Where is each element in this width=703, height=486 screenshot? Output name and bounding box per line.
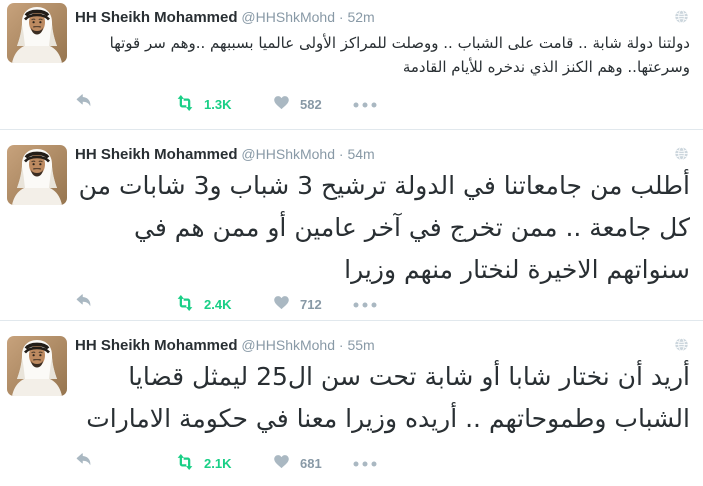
like-count: 582 (300, 97, 322, 112)
dot-separator: · (338, 337, 344, 353)
tweet-header (75, 145, 690, 163)
like-count: 681 (300, 456, 322, 471)
globe-icon (674, 146, 689, 166)
tweet-header (75, 336, 690, 354)
timestamp[interactable]: 55m (347, 337, 375, 353)
reply-icon (75, 293, 94, 317)
retweet-button[interactable] (175, 293, 272, 318)
tweet[interactable] (0, 321, 703, 486)
avatar[interactable] (7, 3, 67, 63)
dot-separator: · (338, 146, 344, 162)
timestamp[interactable]: 54m (347, 146, 375, 162)
user-handle[interactable]: @HHShkMohd (241, 337, 335, 353)
tweet-text: أطلب من جامعاتنا في الدولة ترشيح 3 شباب و3 شابات من كل جامعة .. ممن تخرج في آخر عامين أو ممن هم في سنواتهم الاخيرة لنختار منهم وزيرا (78, 171, 690, 284)
reply-icon (75, 452, 94, 476)
globe-icon (674, 337, 689, 357)
more-button[interactable] (352, 296, 378, 314)
retweet-count: 2.1K (204, 456, 232, 471)
retweet-count: 1.3K (204, 97, 232, 112)
display-name[interactable]: HH Sheikh Mohammed (75, 146, 238, 163)
like-button[interactable] (272, 293, 352, 317)
tweet-actions (75, 453, 690, 475)
like-button[interactable] (272, 452, 352, 476)
dot-separator: · (338, 9, 344, 25)
retweet-button[interactable] (175, 452, 272, 477)
reply-button[interactable] (75, 293, 175, 317)
avatar-image (7, 145, 67, 205)
display-name[interactable]: HH Sheikh Mohammed (75, 337, 238, 354)
tweet-actions (75, 294, 690, 316)
heart-icon (272, 452, 291, 476)
more-button[interactable] (352, 455, 378, 473)
tweet[interactable] (0, 0, 703, 130)
more-icon (352, 455, 378, 473)
user-handle[interactable]: @HHShkMohd (241, 9, 335, 25)
display-name[interactable]: HH Sheikh Mohammed (75, 9, 238, 26)
retweet-count: 2.4K (204, 297, 232, 312)
avatar[interactable] (7, 145, 67, 205)
reply-icon (75, 93, 94, 117)
avatar-image (7, 336, 67, 396)
user-handle[interactable]: @HHShkMohd (241, 146, 335, 162)
more-icon (352, 96, 378, 114)
heart-icon (272, 293, 291, 317)
avatar-image (7, 3, 67, 63)
retweet-icon (175, 93, 195, 118)
tweet[interactable] (0, 130, 703, 321)
retweet-button[interactable] (175, 93, 272, 118)
more-icon (352, 296, 378, 314)
reply-button[interactable] (75, 93, 175, 117)
retweet-icon (175, 293, 195, 318)
timestamp[interactable]: 52m (347, 9, 375, 25)
heart-icon (272, 93, 291, 117)
tweet-text: أريد أن نختار شابا أو شابة تحت سن ال25 ليمثل قضايا الشباب وطموحاتهم .. أريده وزيرا معنا في حكومة الامارات (86, 362, 690, 433)
globe-icon (674, 9, 689, 29)
like-button[interactable] (272, 93, 352, 117)
tweet-actions (75, 94, 690, 116)
retweet-icon (175, 452, 195, 477)
avatar[interactable] (7, 336, 67, 396)
reply-button[interactable] (75, 452, 175, 476)
more-button[interactable] (352, 96, 378, 114)
tweet-text: دولتنا دولة شابة .. قامت على الشباب .. ووصلت للمراكز الأولى عالميا بسببهم ..وهم سر قوتها وسرعتها.. وهم الكنز الذي ندخره للأيام القادمة (109, 34, 690, 76)
like-count: 712 (300, 297, 322, 312)
tweet-header (75, 8, 690, 26)
